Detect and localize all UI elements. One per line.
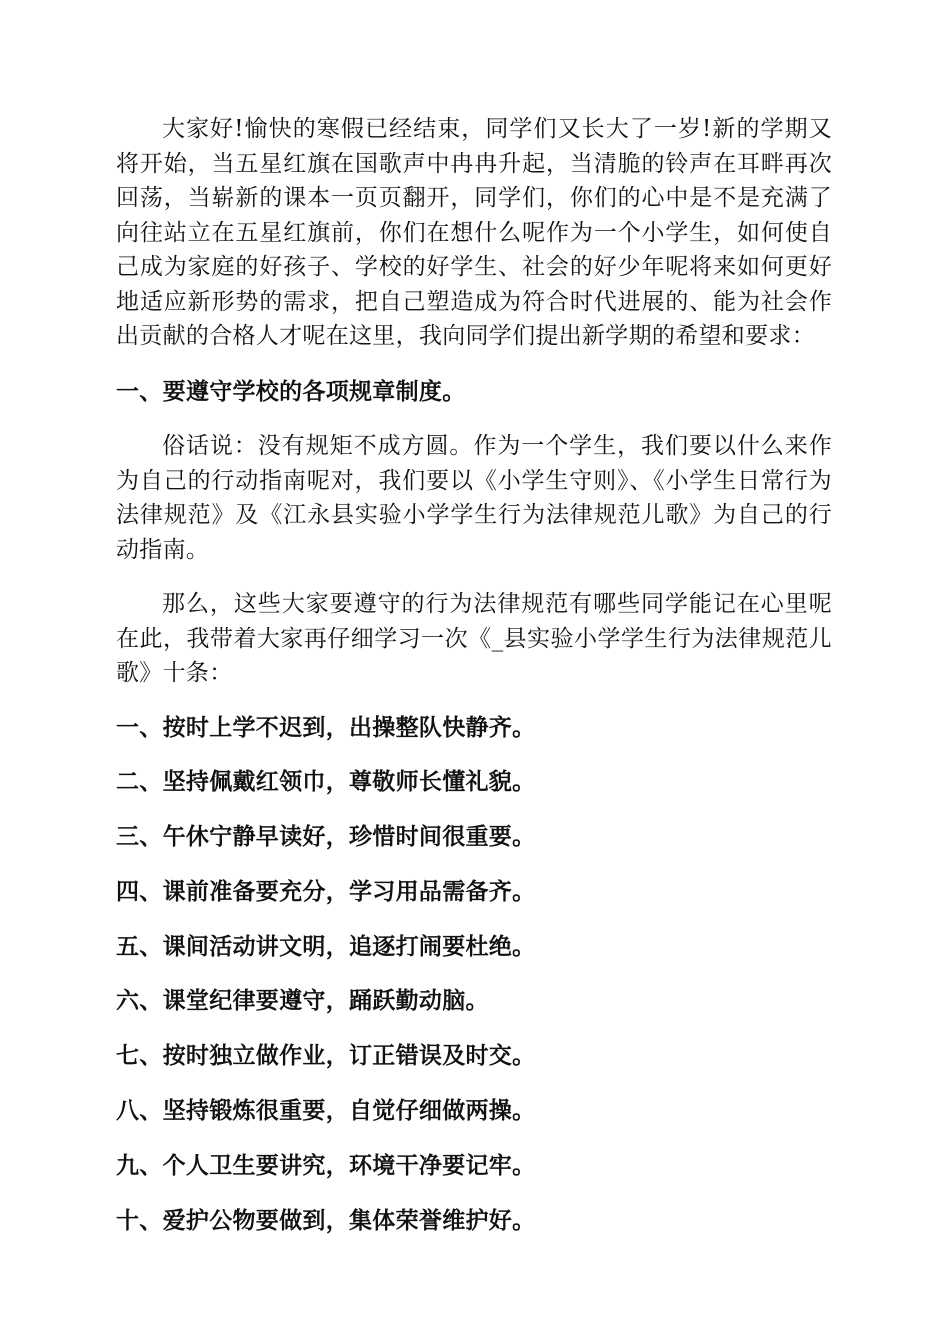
rule-item: 八、坚持锻炼很重要，自觉仔细做两操。 xyxy=(116,1097,536,1125)
rule-item: 九、个人卫生要讲究，环境干净要记牢。 xyxy=(116,1151,536,1179)
rule-item: 四、课前准备要充分，学习用品需备齐。 xyxy=(116,877,536,905)
rule-item: 六、课堂纪律要遵守，踊跃勤动脑。 xyxy=(116,987,489,1015)
rule-item: 七、按时独立做作业，订正错误及时交。 xyxy=(116,1042,536,1070)
rule-item: 五、课间活动讲文明，追逐打闹要杜绝。 xyxy=(116,932,536,960)
proverb-paragraph: 俗话说：没有规矩不成方圆。作为一个学生，我们要以什么来作为自己的行动指南呢对，我们要以《小学生守则》、《小学生日常行为法律规范》及《江永县实验小学学生行为法律规范儿歌》为自己的行动指南。 xyxy=(116,433,832,563)
intro-paragraph: 大家好!愉快的寒假已经结束，同学们又长大了一岁!新的学期又将开始，当五星红旗在国歌声中冉冉升起，当清脆的铃声在耳畔再次回荡，当崭新的课本一页页翻开，同学们，你们的心中是不是充满了向往站立在五星红旗前，你们在想什么呢作为一个小学生，如何使自己成为家庭的好孩子、学校的好学生、社会的好少年呢将来如何更好地适应新形势的需求，把自己塑造成为符合时代进展的、能为社会作出贡献的合格人才呢在这里，我向同学们提出新学期的希望和要求： xyxy=(116,116,832,349)
rule-item: 十、爱护公物要做到，集体荣誉维护好。 xyxy=(116,1206,536,1234)
rule-item: 二、坚持佩戴红领巾，尊敬师长懂礼貌。 xyxy=(116,768,536,796)
section-heading: 一、要遵守学校的各项规章制度。 xyxy=(116,377,466,405)
rule-item: 三、午休宁静早读好，珍惜时间很重要。 xyxy=(116,823,536,851)
document-body xyxy=(116,112,832,1258)
rules-list xyxy=(116,711,832,1239)
rule-item: 一、按时上学不迟到，出操整队快静齐。 xyxy=(116,713,536,741)
study-paragraph: 那么，这些大家要遵守的行为法律规范有哪些同学能记在心里呢在此，我带着大家再仔细学习一次《_县实验小学学生行为法律规范儿歌》十条： xyxy=(116,591,832,686)
